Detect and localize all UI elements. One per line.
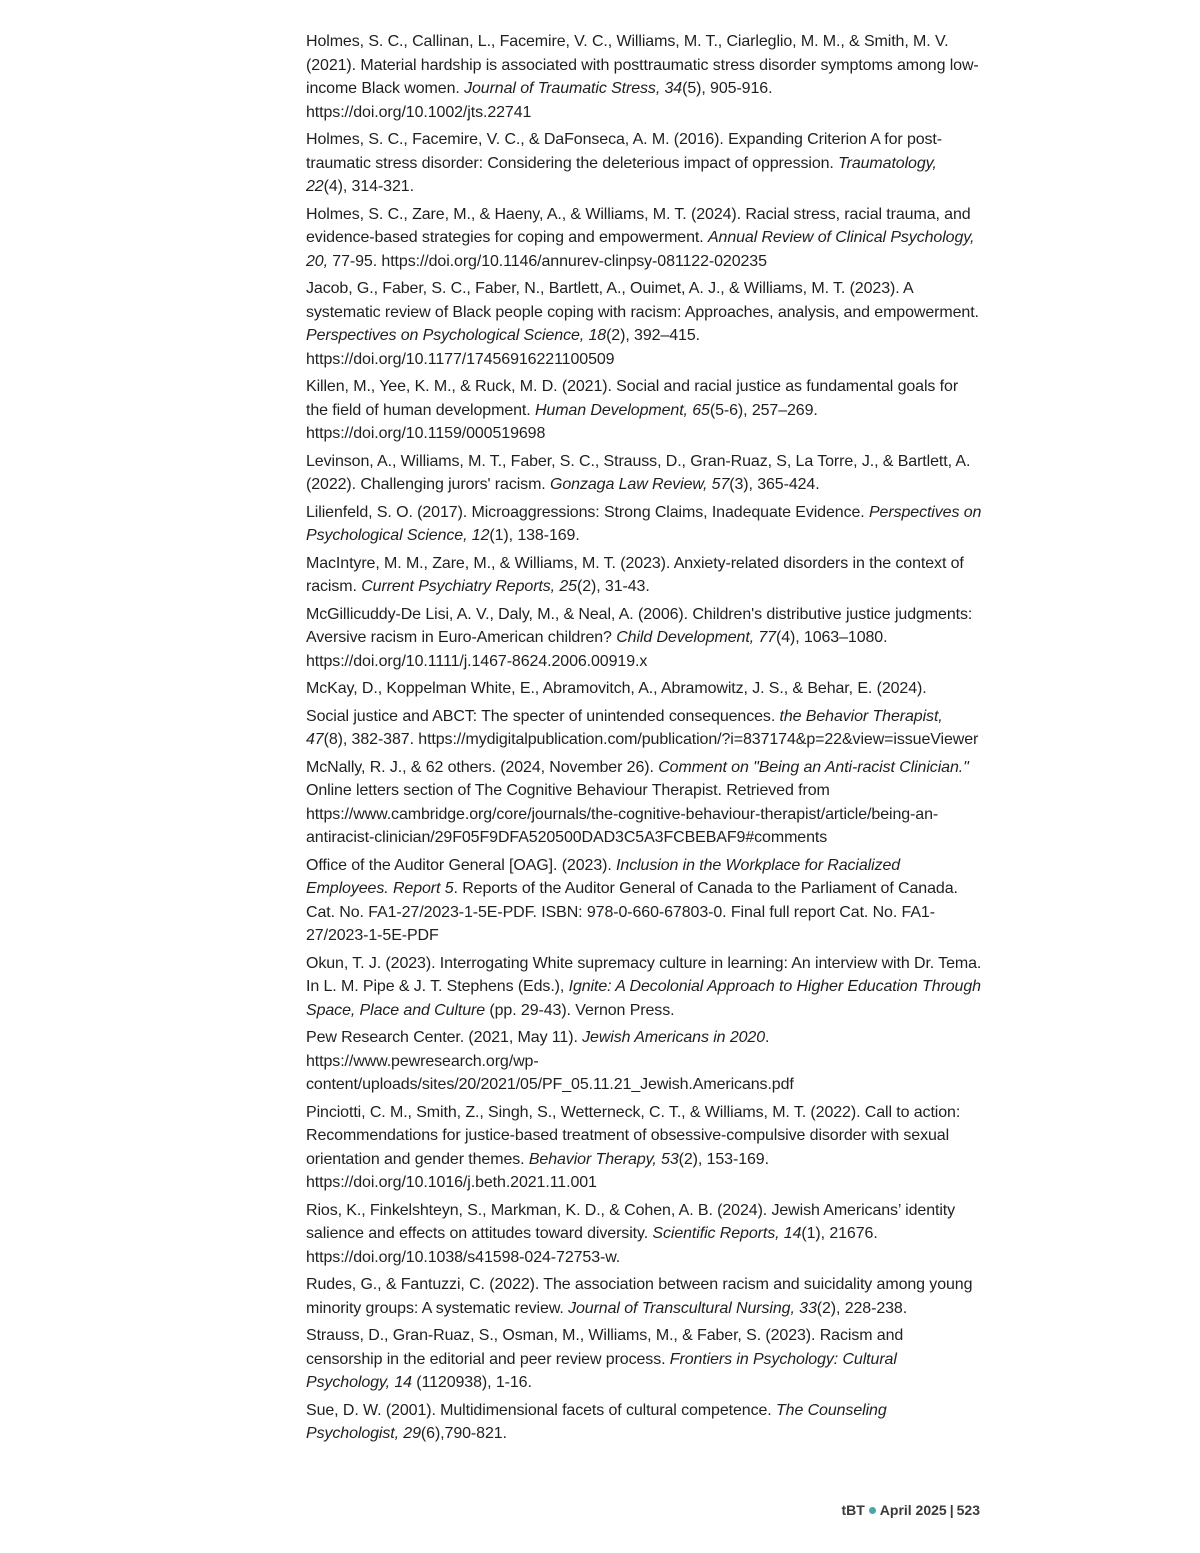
reference-text: Holmes, S. C., Callinan, L., Facemire, V. C., Williams, M. T., Ciarleglio, M. M., & Smith, M. V. (2021). Material hardship is associated with posttraumatic stress disorder symptoms among low-income Black women.	[306, 33, 979, 97]
reference-list	[306, 30, 982, 1446]
reference-text: Online letters section of The Cognitive Behaviour Therapist. Retrieved from https://www.cambridge.org/core/journals/the-cognitive-behaviour-therapist/article/being-an-antiracist-clinician/29F05F9DFA520500DAD3C5A3FCBEBAF9#comments	[306, 782, 939, 846]
reference-text: Holmes, S. C., Zare, M., & Haeny, A., & Williams, M. T. (2024). Racial stress, racial trauma, and evidence-based strategies for coping and empowerment.	[306, 205, 971, 246]
reference-source-italic: Ignite: A Decolonial Approach to Higher Education Through Space, Place and Culture	[306, 978, 981, 1019]
reference-text: Rios, K., Finkelshteyn, S., Markman, K. D., & Cohen, A. B. (2024). Jewish Americans’ identity salience and effects on attitudes toward diversity.	[306, 1201, 956, 1242]
reference-entry	[306, 854, 982, 948]
reference-source-italic: Gonzaga Law Review, 57	[550, 476, 730, 493]
reference-source-italic: Annual Review of Clinical Psychology, 20,	[306, 229, 975, 270]
reference-source-italic: Traumatology, 22	[306, 154, 937, 195]
bullet-dot-icon	[869, 1507, 876, 1514]
reference-text: Office of the Auditor General [OAG]. (2023).	[306, 856, 617, 874]
reference-text: (6),790-821.	[420, 1425, 507, 1442]
reference-text: Jacob, G., Faber, S. C., Faber, N., Bartlett, A., Ouimet, A. J., & Williams, M. T. (2023). A systematic review of Black people coping with racism: Approaches, analysis, and empowerment.	[306, 280, 979, 321]
reference-source-italic: Human Development, 65	[534, 401, 710, 419]
reference-entry	[306, 1101, 982, 1195]
page-footer	[841, 1502, 980, 1518]
journal-abbrev: tBT	[841, 1502, 865, 1518]
reference-entry	[306, 552, 982, 599]
page-number: 523	[956, 1502, 980, 1518]
reference-text: McGillicuddy-De Lisi, A. V., Daly, M., & Neal, A. (2006). Children's distributive justice judgments: Aversive racism in Euro-American children?	[306, 605, 973, 646]
reference-page	[306, 30, 982, 1450]
reference-source-italic: Inclusion in the Workplace for Racialized Employees. Report 5	[306, 856, 901, 897]
reference-entry	[306, 756, 982, 850]
reference-text: Social justice and ABCT: The specter of unintended consequences.	[306, 707, 780, 725]
reference-text: . https://www.pewresearch.org/wp-content/uploads/sites/20/2021/05/PF_05.11.21_Jewish.Americans.pdf	[306, 1029, 794, 1093]
reference-source-italic: The Counseling Psychologist, 29	[306, 1401, 887, 1442]
reference-text: MacIntyre, M. M., Zare, M., & Williams, M. T. (2023). Anxiety-related disorders in the context of racism.	[306, 554, 964, 595]
reference-text: (2), 392–415. https://doi.org/10.1177/17456916221100509	[306, 327, 700, 368]
reference-entry	[306, 603, 982, 674]
reference-entry	[306, 203, 982, 274]
reference-source-italic: Scientific Reports, 14	[652, 1225, 802, 1242]
reference-text: Lilienfeld, S. O. (2017). Microaggressions: Strong Claims, Inadequate Evidence.	[306, 503, 869, 521]
reference-source-italic: the Behavior Therapist, 47	[306, 707, 943, 748]
reference-entry	[306, 30, 982, 124]
reference-source-italic: Perspectives on Psychological Science, 18	[306, 327, 607, 344]
reference-entry	[306, 1199, 982, 1270]
reference-text: (5-6), 257–269. https://doi.org/10.1159/000519698	[306, 401, 818, 442]
reference-entry	[306, 501, 982, 548]
reference-text: (1), 21676. https://doi.org/10.1038/s41598-024-72753-w.	[306, 1225, 878, 1266]
reference-text: Sue, D. W. (2001). Multidimensional facets of cultural competence.	[306, 1401, 776, 1419]
reference-text: (4), 1063–1080. https://doi.org/10.1111/j.1467-8624.2006.00919.x	[306, 629, 888, 670]
reference-text: McNally, R. J., & 62 others. (2024, November 26).	[306, 758, 659, 776]
reference-source-italic: Jewish Americans in 2020	[582, 1029, 766, 1046]
reference-text: (pp. 29-43). Vernon Press.	[485, 1001, 675, 1019]
reference-text: (3), 365-424.	[729, 476, 820, 493]
reference-text: Pinciotti, C. M., Smith, Z., Singh, S., Wetterneck, C. T., & Williams, M. T. (2022). Call to action: Recommendations for justice-based treatment of obsessive-compulsive disorder with sexual orientation and gender themes.	[306, 1103, 961, 1168]
reference-text: McKay, D., Koppelman White, E., Abramovitch, A., Abramowitz, J. S., & Behar, E. (2024).	[306, 680, 927, 697]
reference-text: (2), 31-43.	[576, 578, 650, 595]
reference-text: (2), 228-238.	[816, 1299, 908, 1317]
reference-text: (5), 905-916. https://doi.org/10.1002/jts.22741	[306, 80, 773, 121]
issue-date: April 2025	[879, 1502, 947, 1518]
reference-entry	[306, 375, 982, 446]
reference-text: (8), 382-387. https://mydigitalpublication.com/publication/?i=837174&p=22&view=issueViewer	[323, 731, 979, 748]
reference-source-italic: Comment on "Being an Anti-racist Clinician."	[658, 758, 969, 776]
reference-text: Okun, T. J. (2023). Interrogating White supremacy culture in learning: An interview with Dr. Tema. In L. M. Pipe & J. T. Stephens (Eds.),	[306, 954, 982, 995]
reference-entry	[306, 128, 982, 199]
reference-source-italic: Journal of Traumatic Stress, 34	[464, 80, 683, 97]
reference-entry	[306, 1026, 982, 1097]
reference-source-italic: Behavior Therapy, 53	[528, 1150, 679, 1168]
reference-entry	[306, 677, 982, 701]
reference-text: Killen, M., Yee, K. M., & Ruck, M. D. (2021). Social and racial justice as fundamental goals for the field of human development.	[306, 378, 959, 419]
reference-source-italic: Journal of Transcultural Nursing, 33	[568, 1299, 817, 1317]
reference-text: Rudes, G., & Fantuzzi, C. (2022). The association between racism and suicidality among young minority groups: A systematic review.	[306, 1276, 973, 1317]
separator-bar: |	[949, 1502, 954, 1518]
reference-source-italic: Child Development, 77	[616, 629, 776, 646]
reference-text: (1), 138-169.	[489, 527, 580, 544]
reference-text: (1120938), 1-16.	[411, 1374, 532, 1391]
reference-text: Strauss, D., Gran-Ruaz, S., Osman, M., Williams, M., & Faber, S. (2023). Racism and censorship in the editorial and peer review process.	[306, 1327, 904, 1368]
reference-entry	[306, 1273, 982, 1320]
reference-text: Levinson, A., Williams, M. T., Faber, S. C., Strauss, D., Gran-Ruaz, S, La Torre, J., & Bartlett, A. (2022). Challenging jurors' racism.	[306, 452, 971, 493]
reference-entry	[306, 277, 982, 371]
reference-text: Holmes, S. C., Facemire, V. C., & DaFonseca, A. M. (2016). Expanding Criterion A for post-traumatic stress disorder: Considering the deleterious impact of oppression.	[306, 131, 943, 172]
reference-entry	[306, 705, 982, 752]
reference-entry	[306, 450, 982, 497]
reference-source-italic: Current Psychiatry Reports, 25	[361, 578, 577, 595]
reference-entry	[306, 952, 982, 1023]
reference-source-italic: Frontiers in Psychology: Cultural Psychology, 14	[306, 1350, 897, 1391]
reference-text: (4), 314-321.	[323, 178, 414, 195]
reference-text: . Reports of the Auditor General of Canada to the Parliament of Canada. Cat. No. FA1-27/2023-1-5E-PDF. ISBN: 978-0-660-67803-0. Final full report Cat. No. FA1-27/2023-1-5E-PDF	[306, 880, 958, 944]
reference-entry	[306, 1399, 982, 1446]
reference-text: 77-95. https://doi.org/10.1146/annurev-clinpsy-081122-020235	[327, 252, 767, 270]
reference-source-italic: Perspectives on Psychological Science, 12	[306, 503, 982, 544]
reference-text: Pew Research Center. (2021, May 11).	[306, 1029, 583, 1046]
reference-entry	[306, 1324, 982, 1395]
reference-text: (2), 153-169. https://doi.org/10.1016/j.beth.2021.11.001	[306, 1150, 769, 1191]
